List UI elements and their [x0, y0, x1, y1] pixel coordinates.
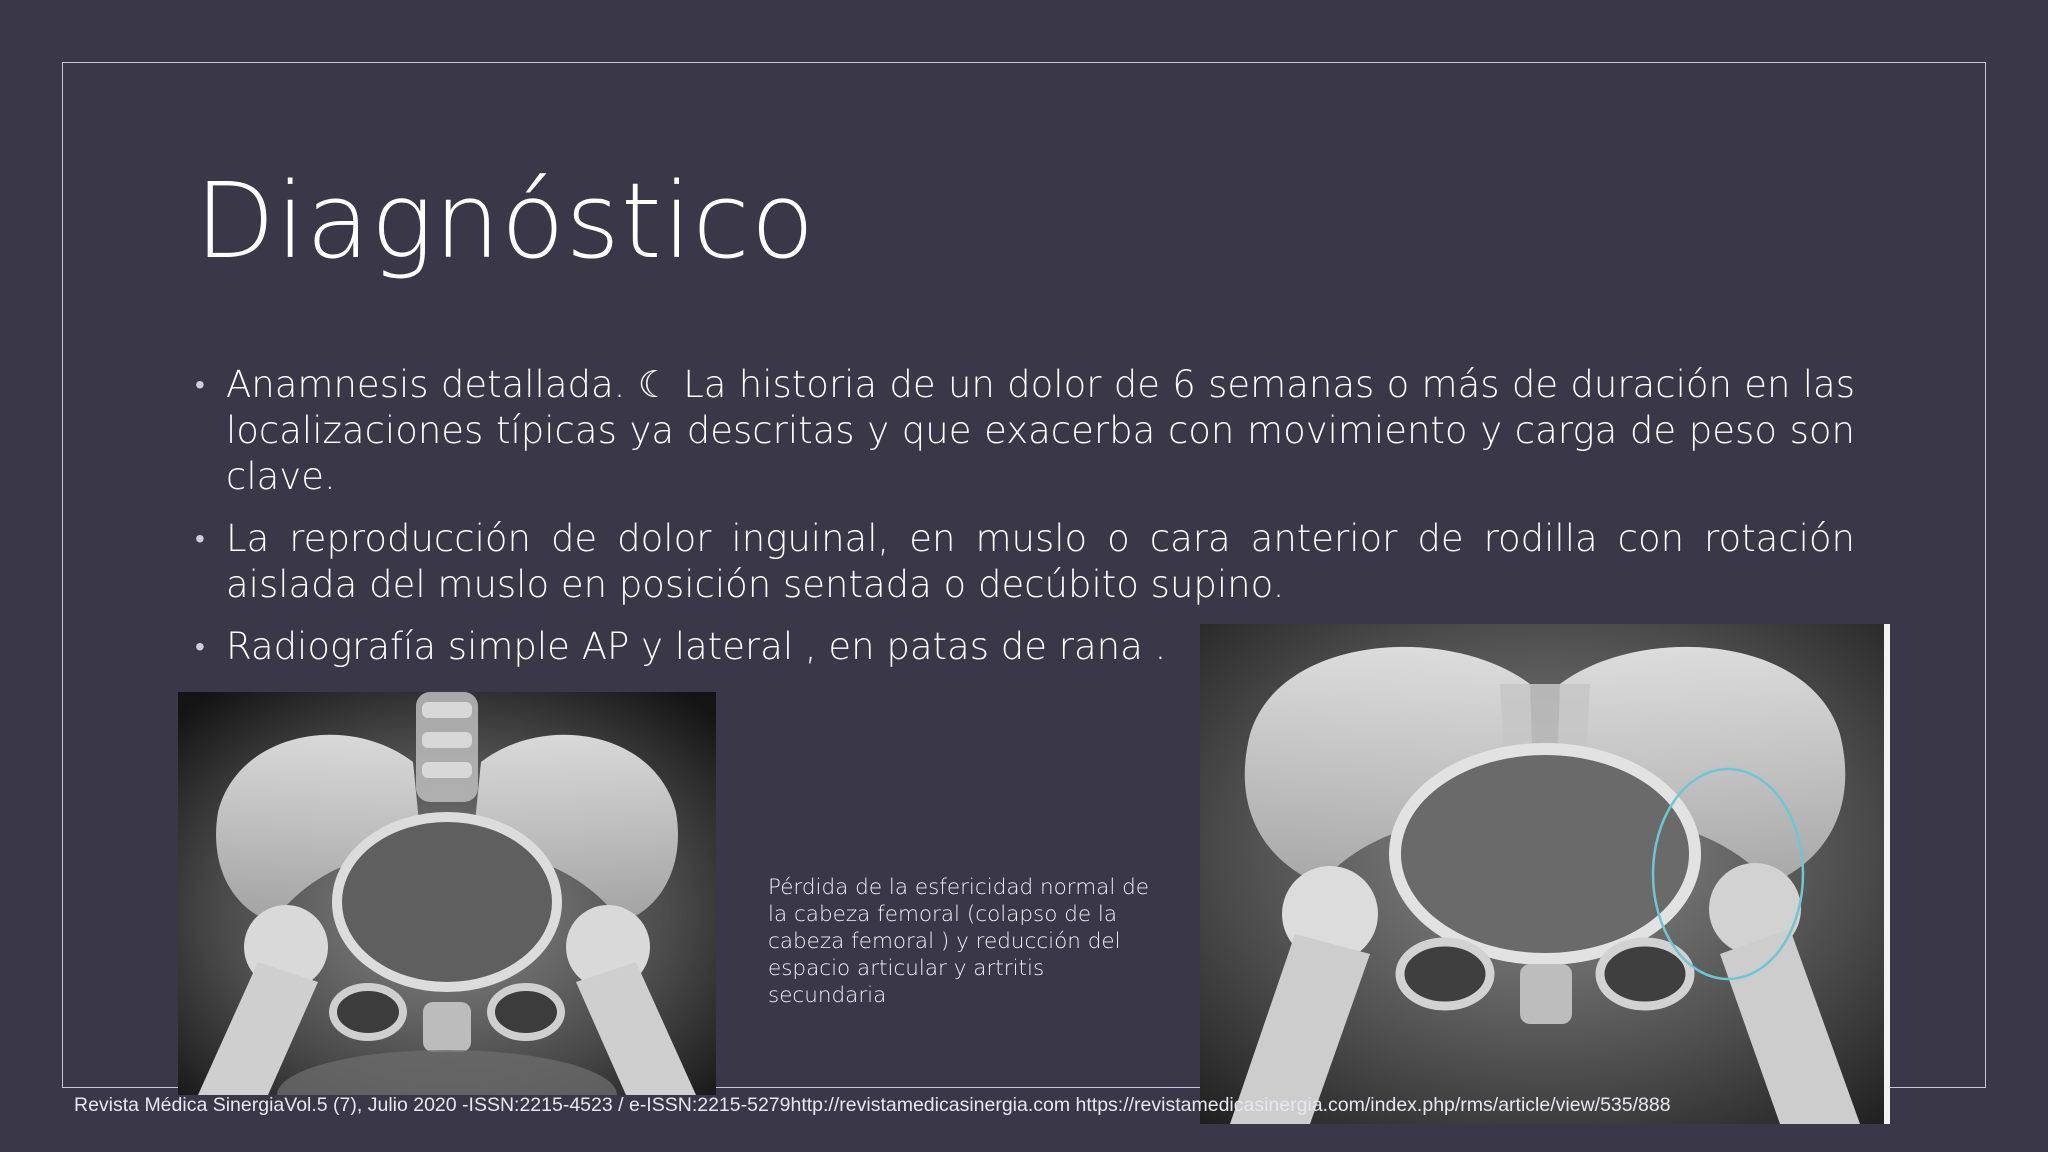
- bullet-dot: •: [195, 522, 205, 555]
- pelvis-xray-image-left: [178, 692, 716, 1095]
- slide-title: Diagnóstico: [195, 160, 816, 282]
- bullet-text: Radiografía simple AP y lateral , en patas de rana .: [226, 625, 1167, 668]
- bullet-text: Anamnesis detallada. ☾ La historia de un dolor de 6 semanas o más de duración en las localizaciones típicas ya descritas y que exacerba con movimiento y carga de peso son clave.: [226, 363, 1855, 498]
- bullet-dot: •: [195, 368, 205, 401]
- source-citation: Revista Médica SinergiaVol.5 (7), Julio 2020 -ISSN:2215-4523 / e-ISSN:2215-5279http://revistamedicasinergia.com https://revistamedicasinergia.com/index.php/rms/article/view/535/888: [74, 1094, 1671, 1116]
- pelvis-xray-image-right: [1200, 624, 1890, 1124]
- bullet-dot: •: [195, 630, 205, 663]
- image-caption: Pérdida de la esfericidad normal de la cabeza femoral (colapso de la cabeza femoral ) y reducción del espacio articular y artritis secundaria: [768, 875, 1150, 1008]
- bullet-item: [195, 516, 1855, 608]
- bullet-item: [195, 362, 1855, 500]
- bullet-text: La reproducción de dolor inguinal, en muslo o cara anterior de rodilla con rotación aislada del muslo en posición sentada o decúbito supino.: [226, 517, 1855, 606]
